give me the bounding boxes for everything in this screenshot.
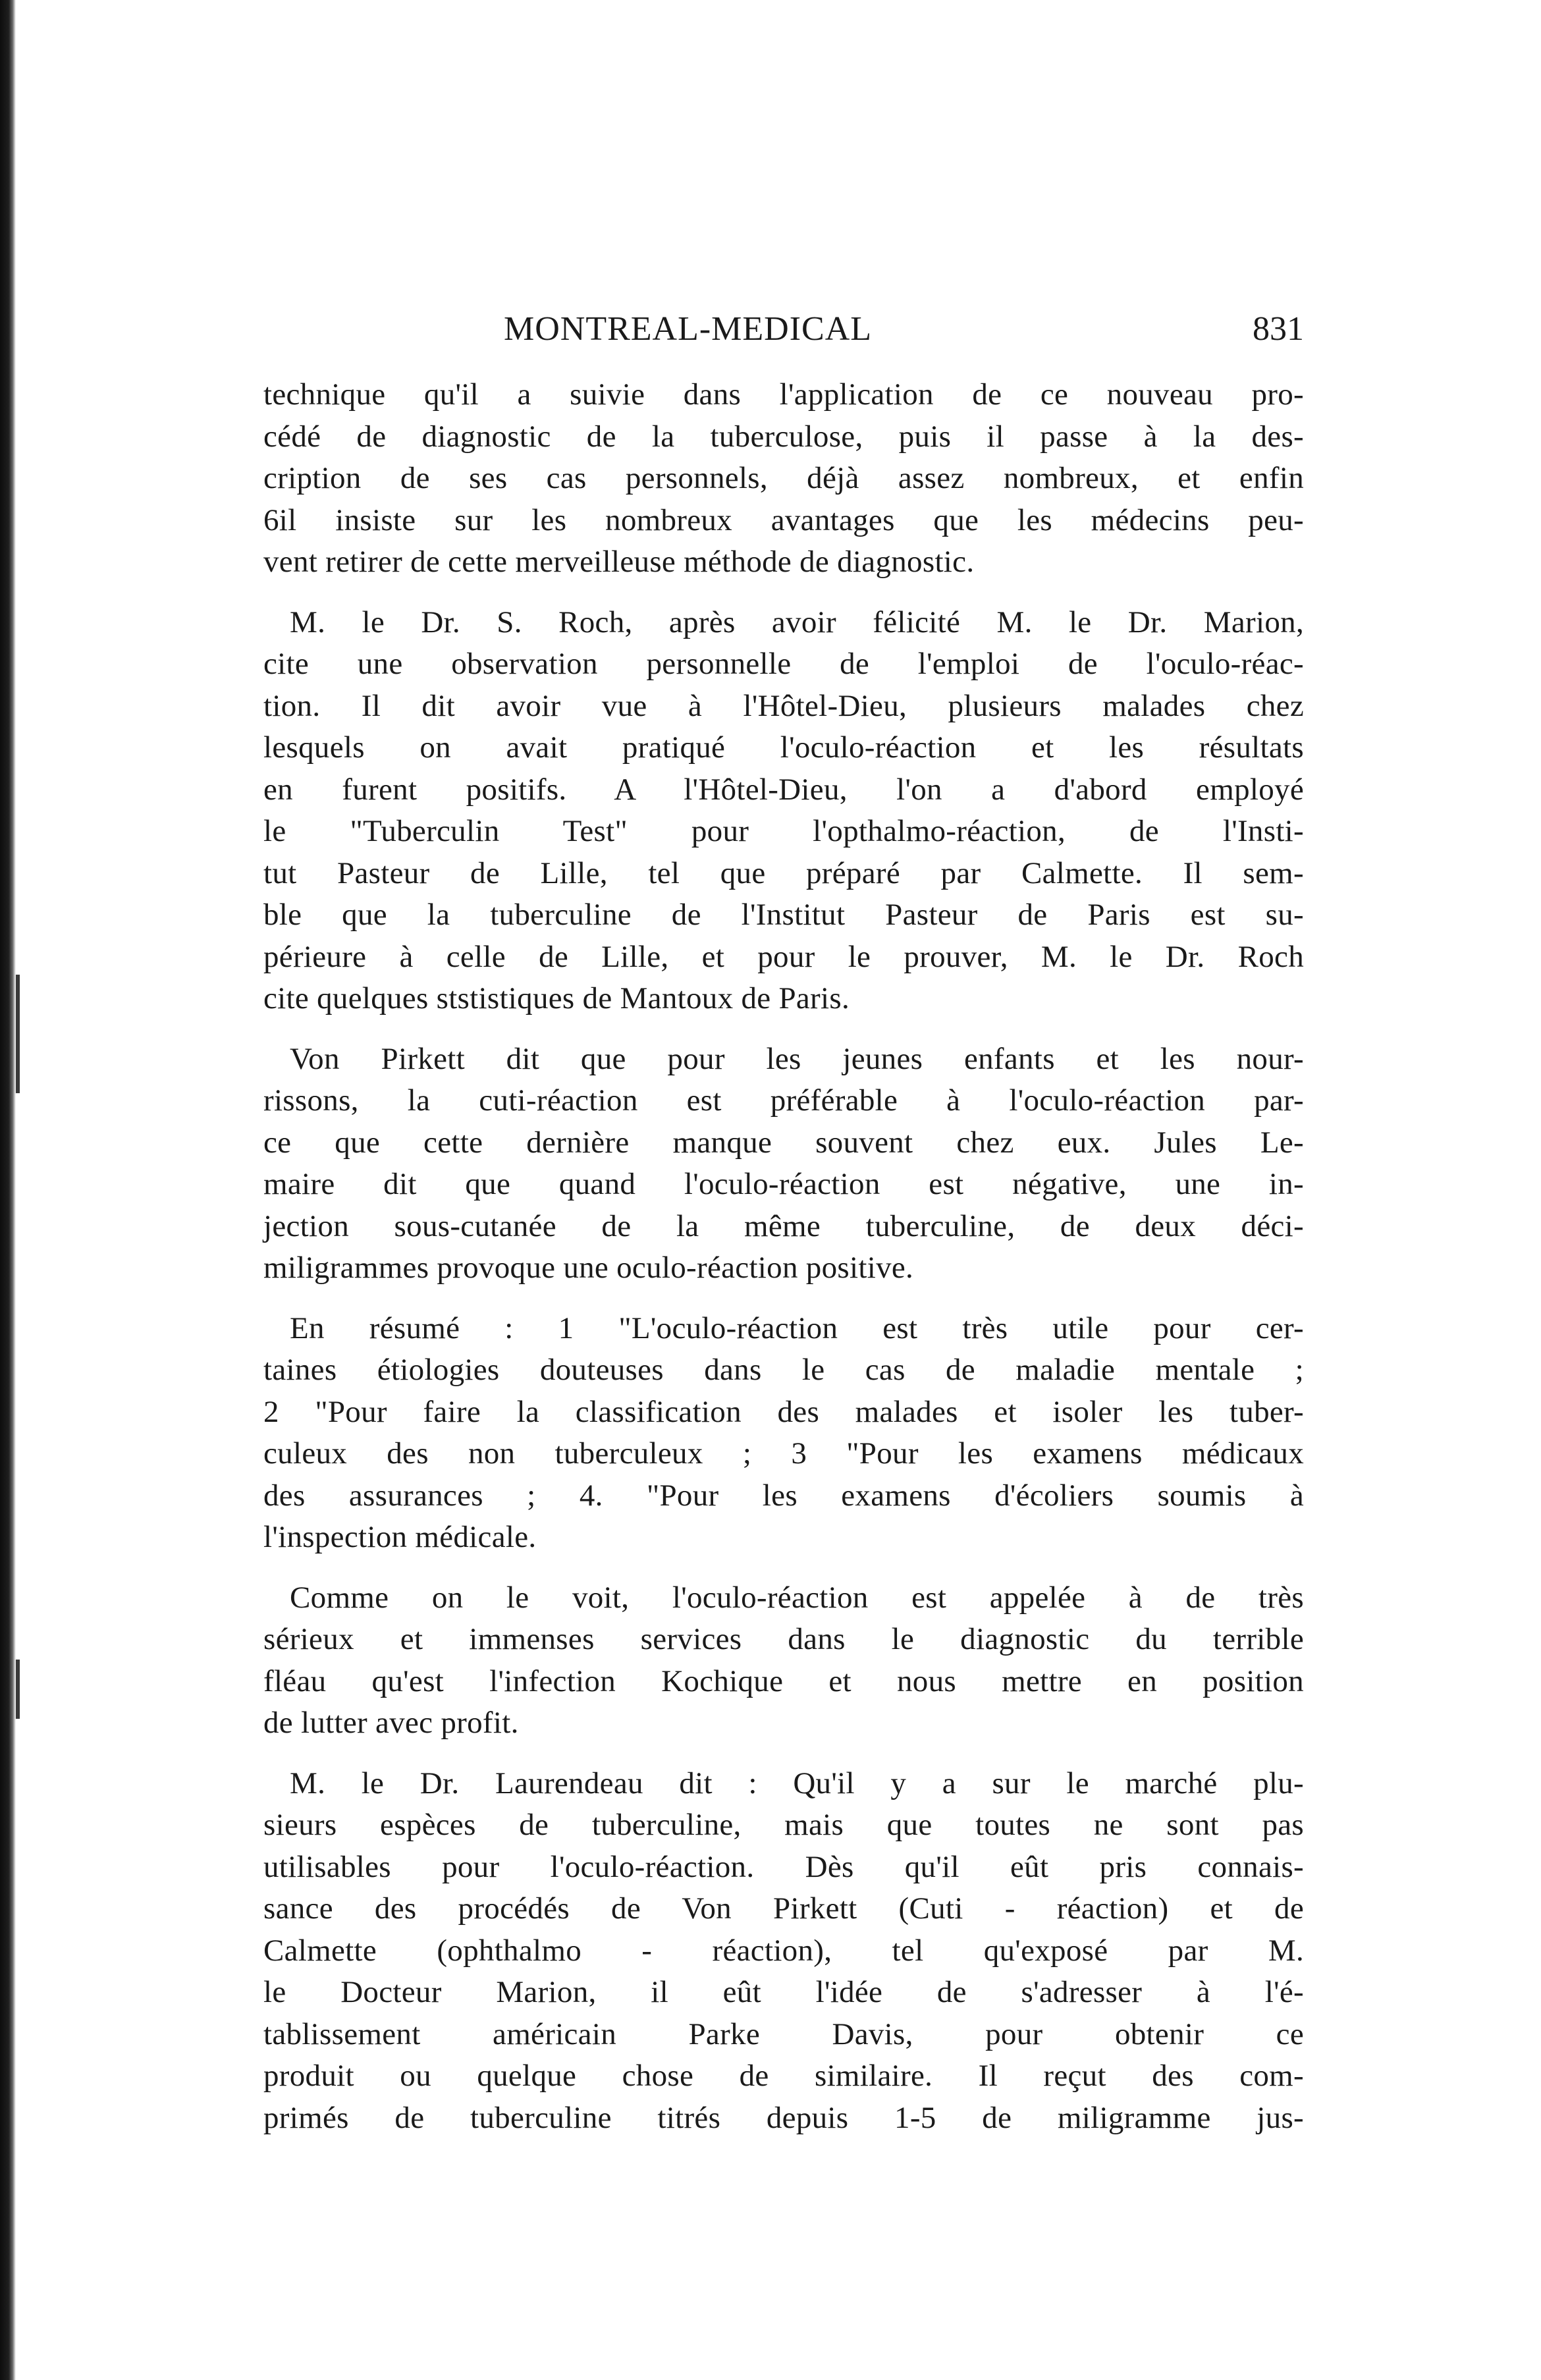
text-line: Comme on le voit, l'oculo-réaction est appelée à de très (290, 1580, 1304, 1615)
text-line: des assurances ; 4. "Pour les examens d'écoliers soumis à (263, 1478, 1304, 1513)
text-line: fléau qu'est l'infection Kochique et nous mettre en position (263, 1663, 1304, 1698)
body-text (263, 374, 1304, 2157)
page-number: 831 (1253, 310, 1304, 348)
text-line: 2 "Pour faire la classification des malades et isoler les tuber- (263, 1394, 1304, 1429)
text-line: le "Tuberculin Test" pour l'opthalmo-réaction, de l'Insti- (263, 814, 1304, 848)
text-line: technique qu'il a suivie dans l'application de ce nouveau pro- (263, 377, 1304, 412)
text-line: utilisables pour l'oculo-réaction. Dès qu'il eût pris connais- (263, 1849, 1304, 1884)
text-line: de lutter avec profit. (263, 1706, 519, 1740)
text-line: en furent positifs. A l'Hôtel-Dieu, l'on a d'abord employé (263, 772, 1304, 807)
text-line: sérieux et immenses services dans le diagnostic du terrible (263, 1622, 1304, 1656)
text-line: l'inspection médicale. (263, 1520, 537, 1554)
paragraph (263, 1308, 1304, 1559)
text-line: cite quelques ststistiques de Mantoux de Paris. (263, 981, 850, 1015)
binding-speck (16, 975, 20, 1093)
text-line: ble que la tuberculine de l'Institut Pasteur de Paris est su- (263, 898, 1304, 932)
text-line: tion. Il dit avoir vue à l'Hôtel-Dieu, plusieurs malades chez (263, 688, 1304, 723)
text-line: jection sous-cutanée de la même tuberculine, de deux déci- (263, 1208, 1304, 1243)
binding-edge (0, 0, 16, 2380)
paragraph (263, 1763, 1304, 2140)
text-line: taines étiologies douteuses dans le cas de maladie mentale ; (263, 1353, 1304, 1387)
text-line: le Docteur Marion, il eût l'idée de s'adresser à l'é- (263, 1975, 1304, 2009)
text-line: lesquels on avait pratiqué l'oculo-réaction et les résultats (263, 730, 1304, 765)
paragraph (263, 1039, 1304, 1289)
text-line: culeux des non tuberculeux ; 3 "Pour les examens médicaux (263, 1436, 1304, 1471)
text-line: vent retirer de cette merveilleuse méthode de diagnostic. (263, 545, 975, 579)
paragraph (263, 1577, 1304, 1744)
text-line: sieurs espèces de tuberculine, mais que toutes ne sont pas (263, 1808, 1304, 1842)
text-line: périeure à celle de Lille, et pour le prouver, M. le Dr. Roch (263, 939, 1304, 974)
text-line: ce que cette dernière manque souvent chez eux. Jules Le- (263, 1125, 1304, 1160)
paragraph (263, 602, 1304, 1020)
text-line: cription de ses cas personnels, déjà assez nombreux, et enfin (263, 461, 1304, 495)
text-line: En résumé : 1 "L'oculo-réaction est très utile pour cer- (290, 1311, 1304, 1345)
text-line: M. le Dr. S. Roch, après avoir félicité M. le Dr. Marion, (290, 605, 1304, 639)
text-line: miligrammes provoque une oculo-réaction positive. (263, 1251, 914, 1285)
text-line: produit ou quelque chose de similaire. Il reçut des com- (263, 2059, 1304, 2093)
text-line: maire dit que quand l'oculo-réaction est négative, une in- (263, 1167, 1304, 1201)
text-line: 6il insiste sur les nombreux avantages que les médecins peu- (263, 502, 1304, 537)
text-line: primés de tuberculine titrés depuis 1-5 de miligramme jus- (263, 2100, 1304, 2135)
text-line: M. le Dr. Laurendeau dit : Qu'il y a sur le marché plu- (290, 1766, 1304, 1800)
text-line: Von Pirkett dit que pour les jeunes enfants et les nour- (290, 1041, 1304, 1076)
text-line: sance des procédés de Von Pirkett (Cuti - réaction) et de (263, 1891, 1304, 1926)
text-line: cédé de diagnostic de la tuberculose, puis il passe à la des- (263, 419, 1304, 454)
paragraph (263, 374, 1304, 583)
text-line: tut Pasteur de Lille, tel que préparé par Calmette. Il sem- (263, 855, 1304, 890)
running-title: MONTREAL-MEDICAL (504, 310, 873, 348)
text-line: rissons, la cuti-réaction est préférable à l'oculo-réaction par- (263, 1083, 1304, 1118)
running-head (263, 310, 1304, 362)
text-line: cite une observation personnelle de l'emploi de l'oculo-réac- (263, 647, 1304, 681)
binding-speck (16, 1660, 20, 1719)
text-line: tablissement américain Parke Davis, pour obtenir ce (263, 2016, 1304, 2051)
text-line: Calmette (ophthalmo - réaction), tel qu'exposé par M. (263, 1933, 1304, 1968)
